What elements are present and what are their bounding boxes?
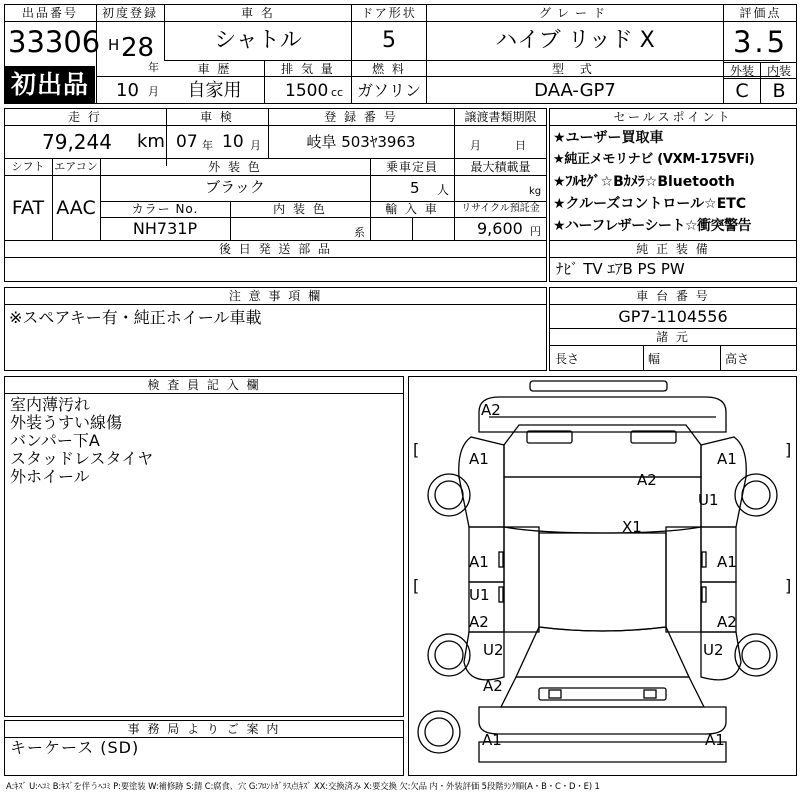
first-reg-label: 初度登録 xyxy=(101,6,158,20)
int-grade-value: B xyxy=(772,80,786,102)
bracket-right-2: ] xyxy=(785,576,792,595)
capacity-unit: 人 xyxy=(437,183,450,197)
inspection-month: 10 xyxy=(222,132,244,152)
inspection-label: 車 検 xyxy=(200,110,234,124)
inspector-line-1: 室内薄汚れ xyxy=(10,395,91,414)
door-value: 5 xyxy=(382,28,396,53)
inspection-year-unit: 年 xyxy=(202,139,213,152)
recycle-unit: 円 xyxy=(530,225,541,238)
width-label: 幅 xyxy=(648,352,661,366)
mark-roof: X1 xyxy=(622,518,642,536)
windshield xyxy=(504,477,701,533)
shift-value: FAT xyxy=(11,197,45,219)
inspector-line-2: 外装うすい線傷 xyxy=(10,413,123,432)
int-color-unit: 系 xyxy=(354,226,365,239)
mark-front-fender-left: A1 xyxy=(469,450,489,468)
office-label: 事 務 局 よ り ご 案 内 xyxy=(127,722,281,736)
displacement-label: 排 気 量 xyxy=(281,62,335,76)
mark-rear-fender-right: U2 xyxy=(703,641,724,659)
grade-label: グレード xyxy=(538,6,611,20)
reg-value: 岐阜 503ﾔ3963 xyxy=(306,133,416,151)
spare-wheel xyxy=(418,711,460,753)
mark-rear-fender-left: U2 xyxy=(483,641,504,659)
mark-front-right-u1: U1 xyxy=(698,491,719,509)
model-value: DAA-GP7 xyxy=(534,80,616,101)
height-label: 高さ xyxy=(725,352,750,366)
ac-label: エアコン xyxy=(54,160,98,173)
year-unit: 年 xyxy=(148,61,159,74)
car-diagram xyxy=(408,376,797,776)
ac-value: AAC xyxy=(56,197,96,219)
front-bumper-top xyxy=(530,381,667,391)
recycle-value: 9,600 xyxy=(477,219,523,238)
bracket-left: [ xyxy=(413,440,420,459)
capacity-label: 乗車定員 xyxy=(385,160,438,174)
int-grade-label: 内装 xyxy=(766,64,791,78)
mark-lower-bumper-right: A1 xyxy=(705,731,725,749)
history-label: 車 歴 xyxy=(197,62,232,76)
car-name: シャトル xyxy=(214,28,302,53)
office-value: キーケース (SD) xyxy=(10,738,140,757)
wheel-front-left xyxy=(428,474,470,516)
score-value: 3.5 xyxy=(732,25,789,59)
recycle-label: リサイクル預託金 xyxy=(461,203,540,214)
ext-color-label: 外 装 色 xyxy=(208,160,262,174)
equipment-label: 純 正 装 備 xyxy=(636,242,710,256)
color-no-label: カラー No. xyxy=(131,202,199,216)
grade-value: ハイブ リッド X xyxy=(495,28,655,53)
mark-door-rear-left-a2: A2 xyxy=(469,613,489,631)
mark-trunk-left: A2 xyxy=(483,677,503,695)
transfer-day-unit: 日 xyxy=(515,139,526,152)
era-letter: H xyxy=(108,36,120,54)
first-listing-badge xyxy=(5,66,95,103)
mark-door-front-left: A1 xyxy=(469,553,489,571)
displacement-unit: cc xyxy=(331,86,344,99)
notes-label: 注 意 事 項 欄 xyxy=(228,289,323,303)
lot-number: 33306 xyxy=(8,25,101,59)
hood xyxy=(504,425,701,477)
lower-bumper xyxy=(479,742,726,762)
inspector-line-4: スタッドレスタイヤ xyxy=(10,449,154,468)
door-label: ドア形状 xyxy=(361,6,417,20)
load-label: 最大積載量 xyxy=(470,160,531,174)
sales-point-3: ★ﾌﾙｾｸﾞ☆Bｶﾒﾗ☆Bluetooth xyxy=(553,174,735,190)
transfer-label: 譲渡書類期限 xyxy=(464,110,537,124)
import-label: 輸 入 車 xyxy=(385,202,439,216)
rear-window xyxy=(516,627,689,677)
sales-point-2: ★純正メモリナビ (VXM-175VFi) xyxy=(553,152,755,167)
mark-front-bumper: A2 xyxy=(481,401,501,419)
mark-front-fender-right: A1 xyxy=(717,450,737,468)
sales-points-label: セールスポイント xyxy=(613,110,733,124)
sales-point-1: ★ユーザー買取車 xyxy=(553,130,664,146)
ext-grade-value: C xyxy=(735,80,749,102)
car-diagram-svg xyxy=(409,377,796,775)
transfer-month-unit: 月 xyxy=(470,139,481,152)
inspector-label: 検 査 員 記 入 欄 xyxy=(147,378,261,392)
capacity-value: 5 xyxy=(410,179,420,197)
ext-grade-label: 外装 xyxy=(729,64,754,78)
chassis-label: 車 台 番 号 xyxy=(636,289,710,303)
specs-label: 諸 元 xyxy=(656,330,690,344)
inspector-line-3: バンパー下A xyxy=(10,431,100,450)
mileage-label: 走 行 xyxy=(68,110,102,124)
inspection-year: 07 xyxy=(176,132,198,152)
inspection-month-unit: 月 xyxy=(250,139,261,152)
bracket-right: ] xyxy=(785,440,792,459)
front-bumper xyxy=(479,397,726,432)
rear-bumper xyxy=(479,707,726,734)
mileage-value: 79,244 xyxy=(42,130,112,154)
mark-door-rear-left-u1: U1 xyxy=(469,586,490,604)
mark-door-rear-right: A2 xyxy=(717,613,737,631)
score-label: 評価点 xyxy=(739,6,782,20)
mark-lower-bumper-left: A1 xyxy=(482,731,502,749)
year-value: 28 xyxy=(121,33,155,63)
wheel-front-right xyxy=(735,474,777,516)
length-label: 長さ xyxy=(555,352,580,366)
shift-label: シフト xyxy=(11,160,45,173)
bracket-left-2: [ xyxy=(413,576,420,595)
displacement-value: 1500 xyxy=(285,81,329,101)
mileage-unit: km xyxy=(137,131,165,152)
sales-point-4: ★クルーズコントロール☆ETC xyxy=(553,196,747,212)
history-value: 自家用 xyxy=(187,80,242,101)
trunk xyxy=(501,677,704,707)
sales-point-5: ★ハーフレザーシート☆衝突警告 xyxy=(553,218,752,234)
equipment-value: ﾅﾋﾞ TV ｴｱB PS PW xyxy=(556,260,685,278)
month-unit: 月 xyxy=(148,85,159,98)
roof xyxy=(539,533,666,631)
mark-door-front-right: A1 xyxy=(717,553,737,571)
color-no-value: NH731P xyxy=(132,219,198,238)
reg-label: 登 録 番 号 xyxy=(324,110,398,124)
wheel-rear-right xyxy=(735,634,777,676)
later-parts-label: 後 日 発 送 部 品 xyxy=(218,242,333,256)
load-unit: kg xyxy=(529,186,542,197)
fuel-label: 燃 料 xyxy=(372,62,406,76)
chassis-value: GP7-1104556 xyxy=(618,307,728,326)
mark-windshield: A2 xyxy=(637,471,657,489)
car-name-label: 車 名 xyxy=(241,6,275,20)
first-listing-text: 初出品 xyxy=(10,70,89,99)
notes-value: ※スペアキー有・純正ホイール車載 xyxy=(9,308,262,327)
inspector-line-5: 外ホイール xyxy=(10,467,90,486)
lot-label: 出品番号 xyxy=(21,6,78,20)
legend: A:ｷｽﾞ U:ﾍｺﾐ B:ｷｽﾞを伴うﾍｺﾐ P:要塗装 W:補修跡 S:錆 C:腐食、穴 G:ﾌﾛﾝﾄｶﾞﾗｽ点ｷｽﾞ XX:交換済み X:要交換 欠:欠品 内・外装評価 5段階ﾗﾝｸ順(A・B・C・D・E) 1 xyxy=(6,781,600,791)
ext-color-value: ブラック xyxy=(205,178,265,196)
int-color-label: 内 装 色 xyxy=(273,202,327,216)
wheel-rear-left xyxy=(428,634,470,676)
fuel-value: ガソリン xyxy=(356,81,421,100)
month-value: 10 xyxy=(116,80,139,101)
model-label: 型 式 xyxy=(552,62,598,76)
